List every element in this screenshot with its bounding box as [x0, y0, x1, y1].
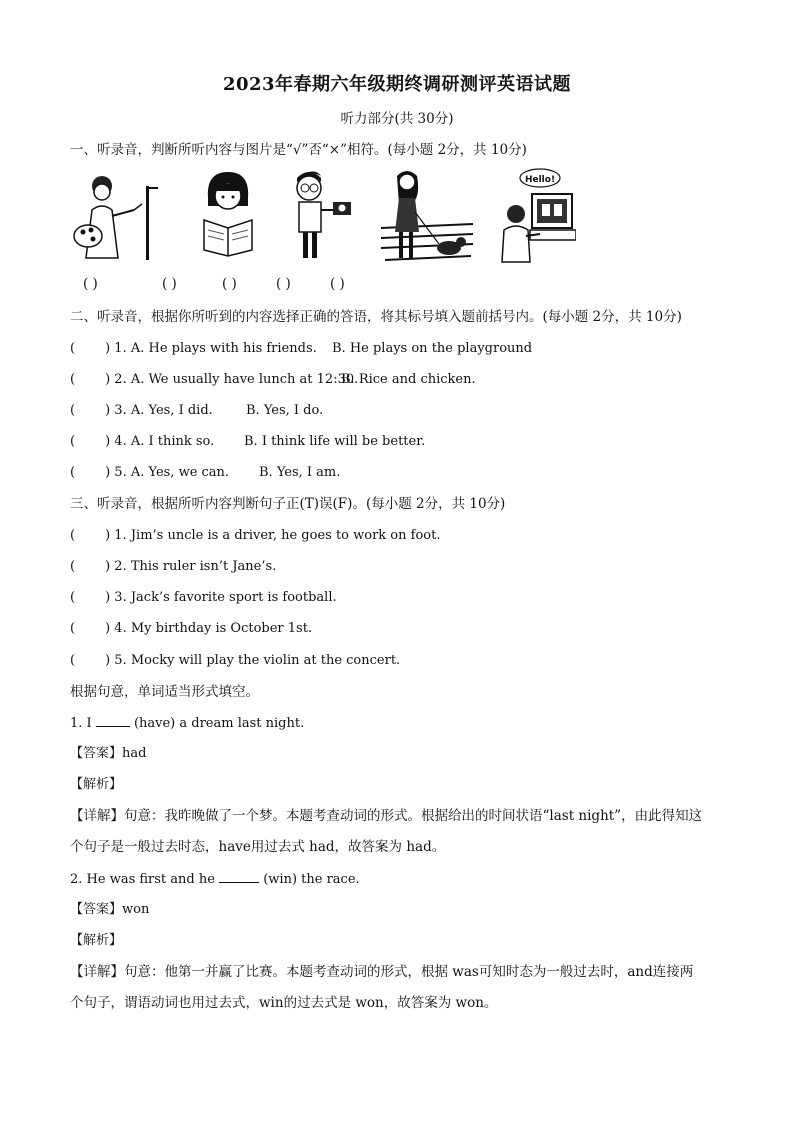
- picture5-answer-paren[interactable]: ( ): [330, 276, 345, 292]
- answer-paren-open[interactable]: (: [70, 403, 76, 418]
- answer-paren-close: ): [105, 372, 111, 387]
- section3-item-3: [70, 589, 337, 607]
- option-a: 4. A. I think so.: [114, 434, 215, 449]
- option-b: B. He plays on the playground: [332, 341, 533, 356]
- question1-analysis-label: 【解析】: [70, 777, 123, 792]
- answer-paren-close: ): [105, 528, 111, 543]
- question1-detail: 【详解】句意：我昨晚做了一个梦。本题考查动词的形式。根据给出的时间状语“last night”，由此得知这 个句子是一般过去时态，have用过去式 had，故答案为 had。: [70, 808, 703, 855]
- picture2-answer-paren[interactable]: ( ): [162, 276, 177, 292]
- question2-blank[interactable]: [219, 870, 259, 883]
- question1-blank[interactable]: [96, 714, 130, 727]
- answer-label: 【答案】: [70, 746, 123, 761]
- question2-text: 2. He was first and he (win) the race.: [70, 872, 360, 887]
- picture4-answer-paren[interactable]: ( ): [276, 276, 291, 292]
- section3-item-2: [70, 558, 276, 576]
- answer-paren-open[interactable]: (: [70, 465, 76, 480]
- answer-paren-open[interactable]: (: [70, 621, 76, 636]
- section2-item-2: [70, 371, 730, 389]
- answer-paren-open[interactable]: (: [70, 528, 76, 543]
- option-a: 3. A. Yes, I did.: [114, 403, 213, 418]
- picture1-answer-paren[interactable]: ( ): [83, 276, 98, 292]
- girl-walking-dog-icon: [381, 168, 476, 263]
- answer-label: 【答案】: [70, 902, 123, 917]
- section3-heading: 三、听录音，根据所听内容判断句子正(T)误(F)。(每小题 2分，共 10分): [70, 496, 506, 512]
- answer-paren-open[interactable]: (: [70, 590, 76, 605]
- page-subtitle: 听力部分(共 30分): [340, 111, 454, 127]
- section2-item-1: [70, 340, 730, 358]
- answer-paren-open[interactable]: (: [70, 434, 76, 449]
- computer-hello-icon: [496, 168, 576, 263]
- answer-paren-close: ): [105, 590, 111, 605]
- painter-icon: [72, 168, 167, 263]
- answer-paren-close: ): [105, 434, 111, 449]
- section2-item-3: [70, 402, 730, 420]
- option-a: 2. A. We usually have lunch at 12:30.: [114, 372, 359, 387]
- answer-paren-close: ): [105, 653, 111, 668]
- option-a: 1. A. He plays with his friends.: [114, 341, 317, 356]
- answer-paren-open[interactable]: (: [70, 559, 76, 574]
- boy-camera-icon: [285, 168, 360, 263]
- option-b: B. I think life will be better.: [244, 434, 426, 449]
- detail-label: 【详解】: [70, 808, 124, 824]
- page-title: 2023年春期六年级期终调研测评英语试题: [222, 74, 572, 95]
- section3-item-4: [70, 620, 312, 638]
- question1-text: 1. I (have) a dream last night.: [70, 716, 305, 731]
- section2-heading: 二、听录音，根据你所听到的内容选择正确的答语，将其标号填入题前括号内。(每小题 2分，共 10分): [70, 309, 682, 325]
- section4-heading: 根据句意，单词适当形式填空。: [70, 684, 259, 700]
- statement-text: 5. Mocky will play the violin at the concert.: [114, 653, 401, 668]
- answer-paren-open[interactable]: (: [70, 341, 76, 356]
- section2-item-4: [70, 433, 730, 451]
- option-b: B. Yes, I do.: [246, 403, 324, 418]
- hello-bubble-text: Hello!: [524, 175, 556, 185]
- option-b: B. Rice and chicken.: [341, 372, 476, 387]
- answer-paren-open[interactable]: (: [70, 372, 76, 387]
- detail-label: 【详解】: [70, 964, 124, 980]
- statement-text: 3. Jack’s favorite sport is football.: [114, 590, 337, 605]
- answer-value: won: [122, 902, 150, 917]
- answer-paren-close: ): [105, 403, 111, 418]
- option-b: B. Yes, I am.: [259, 465, 341, 480]
- answer-value: had: [122, 746, 147, 761]
- answer-paren-close: ): [105, 559, 111, 574]
- answer-paren-close: ): [105, 621, 111, 636]
- statement-text: 1. Jim’s uncle is a driver, he goes to work on foot.: [114, 528, 441, 543]
- statement-text: 2. This ruler isn’t Jane’s.: [114, 559, 277, 574]
- section3-item-5: [70, 652, 400, 670]
- question2-answer: [70, 901, 149, 919]
- answer-paren-close: ): [105, 341, 111, 356]
- section2-item-5: [70, 464, 730, 482]
- answer-paren-open[interactable]: (: [70, 653, 76, 668]
- question2-analysis-label: 【解析】: [70, 933, 123, 948]
- reading-girl-icon: [196, 168, 261, 263]
- option-a: 5. A. Yes, we can.: [114, 465, 230, 480]
- question2-detail: 【详解】句意：他第一并赢了比赛。本题考查动词的形式，根据 was可知时态为一般过去时，and连接两 个句子，谓语动词也用过去式，win的过去式是 won，故答案为 won。: [70, 964, 694, 1011]
- section3-item-1: [70, 527, 440, 545]
- statement-text: 4. My birthday is October 1st.: [114, 621, 313, 636]
- section1-heading: 一、听录音，判断所听内容与图片是“√”否“×”相符。(每小题 2分，共 10分): [70, 142, 527, 158]
- answer-paren-close: ): [105, 465, 111, 480]
- picture3-answer-paren[interactable]: ( ): [222, 276, 237, 292]
- question1-answer: [70, 745, 146, 763]
